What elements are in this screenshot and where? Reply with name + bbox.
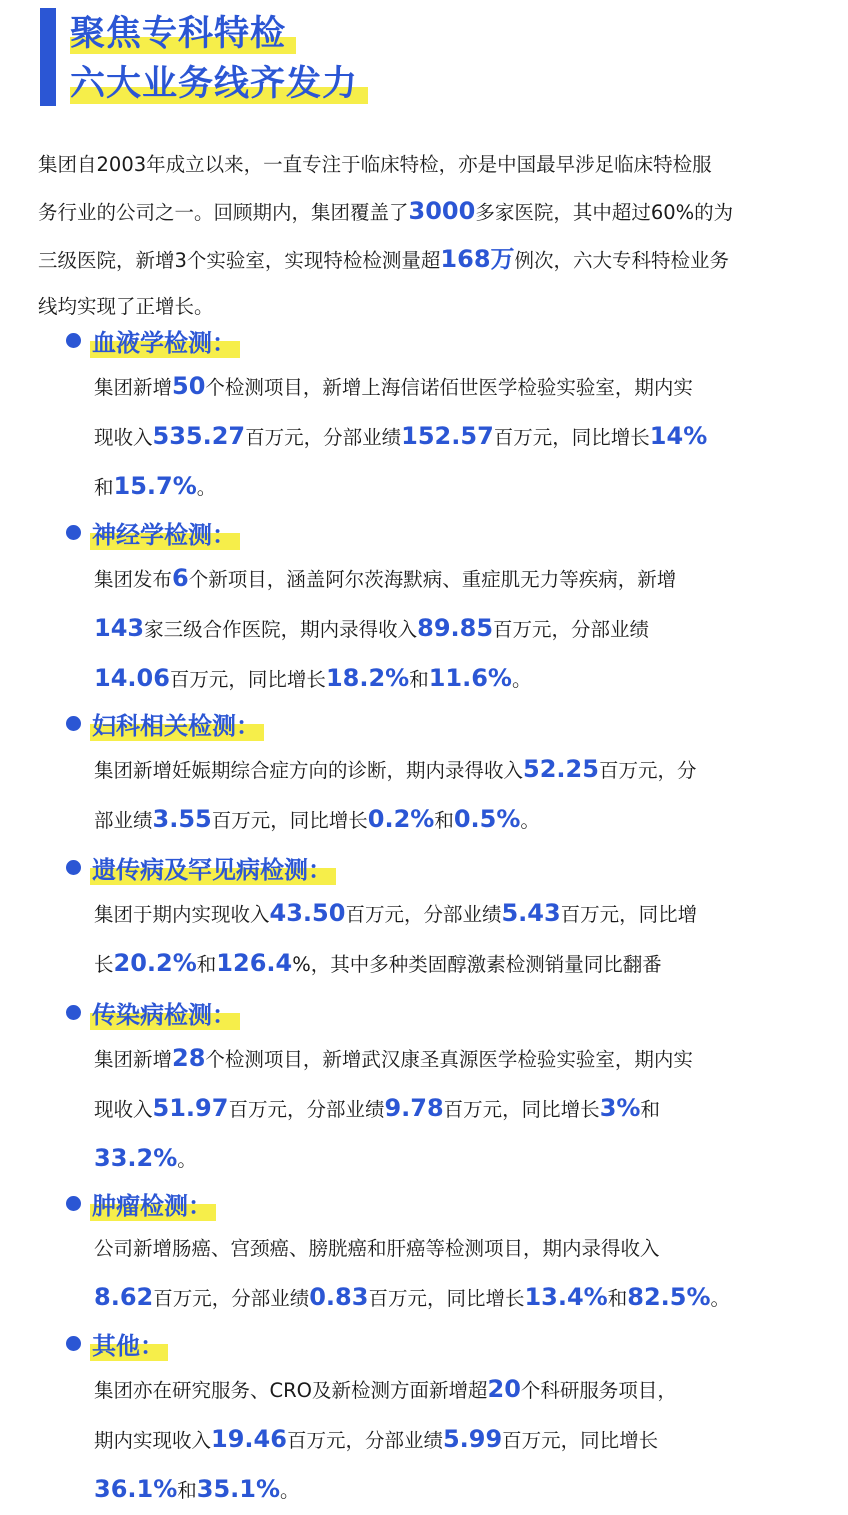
text-run: 百万元，同比增长 [443,1098,600,1121]
text-run: 公司新增肠癌、宫颈癌、膀胱癌和肝癌等检测项目，期内录得收入 [94,1237,660,1260]
text-run: 例次，六大专科特检业务 [514,249,730,272]
text-line [94,362,766,412]
text-run: 和 [196,953,217,976]
text-line [94,1273,766,1323]
highlight-number: 15.7% [113,472,197,500]
text-line [94,1034,766,1084]
text-run: 。 [196,476,217,499]
text-line [94,412,766,462]
section-title: 血液学检测： [90,323,240,358]
text-run: 。 [511,668,532,691]
section-body [94,362,766,512]
text-line [94,554,766,604]
section-heading [66,1321,766,1365]
highlight-number: 3000 [408,197,476,225]
bullet-icon [66,525,81,540]
title-accent-bar [40,8,56,106]
section-title: 其他： [90,1326,168,1361]
text-run: 家三级合作医院，期内录得收入 [144,618,418,641]
highlight-number: 36.1% [94,1475,178,1503]
title-line-2 [70,62,368,106]
text-run: 集团自2003年成立以来，一直专注于临床特检，亦是中国最早涉足临床特检服 [38,153,712,176]
text-run: 百万元，分部业绩 [345,903,502,926]
text-line [94,1084,766,1134]
text-run: 。 [520,809,540,832]
highlight-number: 19.46 [211,1425,287,1453]
highlight-number: 0.2% [367,805,435,833]
text-line [94,1465,766,1515]
text-run: 三级医院，新增3个实验室，实现特检检测量超 [38,249,441,272]
text-run: 现收入 [94,1098,153,1121]
bullet-icon [66,716,81,731]
section-body [94,745,766,845]
highlight-number: 11.6% [428,664,512,692]
text-line [94,889,766,939]
highlight-number: 89.85 [417,614,494,642]
text-line [94,1415,766,1465]
highlight-number: 18.2% [325,664,410,692]
bullet-icon [66,1196,81,1211]
text-run: 个检测项目，新增上海信诺佰世医学检验实验室，期内实 [205,376,693,399]
text-line [94,1134,766,1184]
section-body [94,1034,766,1184]
text-run: 百万元，同比增长 [169,668,326,691]
text-run: 个新项目，涵盖阿尔茨海默病、重症肌无力等疾病，新增 [188,568,677,591]
text-run: 多家医院，其中超过60%的为 [475,201,734,224]
section-title: 传染病检测： [90,995,240,1030]
section-heading [66,990,766,1034]
section-title: 神经学检测： [90,515,240,550]
highlight-number: 6 [172,564,189,592]
text-line [38,236,813,284]
section-title: 肿瘤检测： [90,1186,216,1221]
text-run: 线均实现了正增长。 [38,295,214,318]
highlight-number: 13.4% [524,1283,608,1311]
text-run: 和 [607,1287,628,1310]
title-line-1-text: 聚焦专科特检 [70,14,296,54]
bullet-icon [66,1336,81,1351]
section-title: 遗传病及罕见病检测： [90,850,336,885]
section-title: 妇科相关检测： [90,706,264,741]
section-gynecology [66,701,766,845]
intro-paragraph [38,142,813,330]
section-hematology [66,318,766,512]
text-line [94,462,766,512]
text-run: 集团发布 [94,568,173,591]
section-genetic-rare-disease [66,845,766,989]
section-heading [66,701,766,745]
bullet-icon [66,1005,81,1020]
highlight-number: 5.43 [501,899,561,927]
section-heading [66,1181,766,1225]
highlight-number: 535.27 [152,422,246,450]
highlight-number: 51.97 [152,1094,229,1122]
highlight-number: 0.83 [309,1283,369,1311]
text-run: %，其中多种类固醇激素检测销量同比翻番 [292,953,662,976]
text-run: 百万元，同比增长 [502,1429,659,1452]
highlight-number: 143 [94,614,145,642]
section-other [66,1321,766,1515]
text-run: 务行业的公司之一。回顾期内，集团覆盖了 [38,201,409,224]
text-run: 个科研服务项目， [520,1379,677,1402]
text-run: 。 [280,1479,300,1502]
highlight-number: 152.57 [401,422,494,450]
section-body [94,554,766,704]
text-run: 和 [94,476,114,499]
section-heading [66,510,766,554]
text-line [94,939,766,989]
text-run: 百万元，分部业绩 [153,1287,310,1310]
text-run: 长 [94,953,114,976]
text-run: 。 [710,1287,731,1310]
section-infectious-disease [66,990,766,1184]
section-heading [66,845,766,889]
text-run: 百万元，同比增 [560,903,698,926]
text-run: 部业绩 [94,809,153,832]
highlight-number: 14% [649,422,708,450]
highlight-number: 20 [487,1375,521,1403]
highlight-number: 3% [599,1094,641,1122]
highlight-number: 168万 [440,245,515,273]
highlight-number: 52.25 [523,755,599,783]
bullet-icon [66,333,81,348]
text-run: 。 [177,1148,197,1171]
highlight-number: 43.50 [269,899,346,927]
highlight-number: 8.62 [94,1283,154,1311]
highlight-number: 14.06 [94,664,170,692]
text-run: 集团于期内实现收入 [94,903,270,926]
text-run: 百万元，同比增长 [368,1287,525,1310]
title-line-1 [70,12,296,56]
highlight-number: 28 [172,1044,206,1072]
text-run: 期内实现收入 [94,1429,212,1452]
text-run: 和 [434,809,454,832]
highlight-number: 0.5% [453,805,521,833]
section-neurology [66,510,766,704]
section-body [94,1225,766,1323]
text-line [94,745,766,795]
section-heading [66,318,766,362]
text-run: 百万元，同比增长 [493,426,650,449]
bullet-icon [66,860,81,875]
highlight-number: 50 [172,372,206,400]
highlight-number: 126.4 [216,949,293,977]
highlight-number: 5.99 [442,1425,503,1453]
highlight-number: 20.2% [113,949,197,977]
text-line [94,1365,766,1415]
text-run: 百万元，分部业绩 [245,426,402,449]
text-run: 和 [177,1479,197,1502]
text-run: 集团新增 [94,1048,173,1071]
text-run: 现收入 [94,426,153,449]
text-line [38,142,813,188]
text-run: 百万元，同比增长 [211,809,368,832]
text-run: 集团新增 [94,376,173,399]
text-run: 和 [640,1098,660,1121]
section-body [94,889,766,989]
text-run: 集团新增妊娠期综合症方向的诊断，期内录得收入 [94,759,524,782]
text-run: 个检测项目，新增武汉康圣真源医学检验实验室，期内实 [205,1048,693,1071]
text-run: 百万元，分 [598,759,697,782]
highlight-number: 33.2% [94,1144,178,1172]
text-run: 和 [409,668,429,691]
section-body [94,1365,766,1515]
text-line [38,188,813,236]
text-line [94,795,766,845]
text-line [94,604,766,654]
text-line [94,654,766,704]
text-run: 百万元，分部业绩 [228,1098,385,1121]
text-run: 百万元，分部业绩 [286,1429,443,1452]
title-line-2-text: 六大业务线齐发力 [70,64,368,104]
highlight-number: 3.55 [152,805,212,833]
text-line [94,1225,766,1273]
text-run: 集团亦在研究服务、CRO及新检测方面新增超 [94,1379,488,1402]
text-run: 百万元，分部业绩 [493,618,650,641]
highlight-number: 82.5% [627,1283,711,1311]
section-oncology [66,1181,766,1323]
highlight-number: 35.1% [196,1475,281,1503]
highlight-number: 9.78 [384,1094,444,1122]
